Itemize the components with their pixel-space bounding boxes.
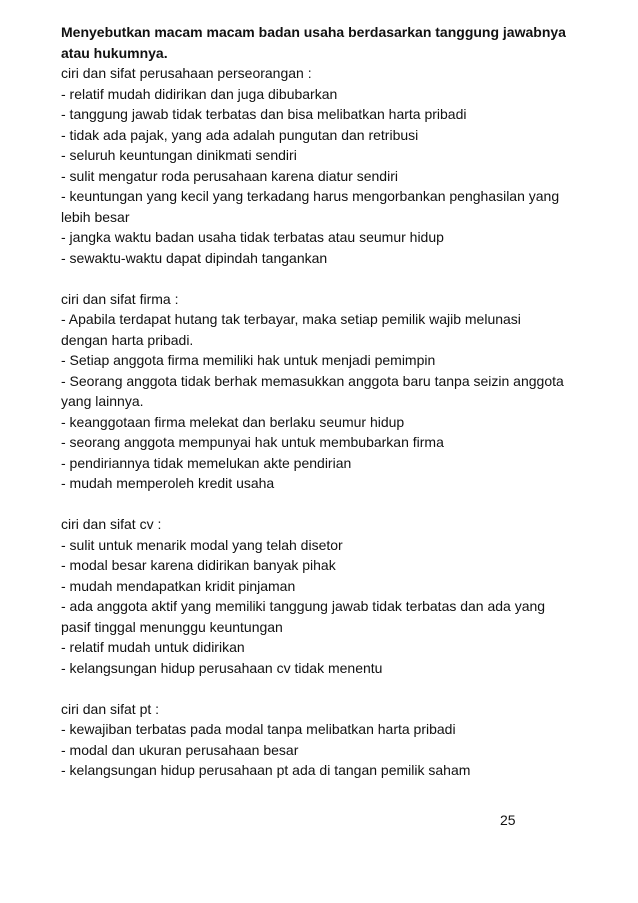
list-item: - kelangsungan hidup perusahaan cv tidak menentu [61, 659, 383, 676]
list-item: - sulit mengatur roda perusahaan karena diatur sendiri [61, 167, 398, 184]
list-item: - Apabila terdapat hutang tak terbayar, maka setiap pemilik wajib melunasi [61, 311, 521, 327]
heading-line: Menyebutkan macam macam badan usaha berdasarkan tanggung jawabnya [61, 24, 566, 40]
paragraph-gap [61, 494, 611, 515]
section-title: ciri dan sifat firma : [61, 290, 179, 307]
list-item: - modal besar karena didirikan banyak pihak [61, 557, 336, 573]
list-item: - relatif mudah untuk didirikan [61, 639, 245, 655]
list-item: - seorang anggota mempunyai hak untuk membubarkan firma [61, 434, 444, 450]
list-item: - jangka waktu badan usaha tidak terbatas atau seumur hidup [61, 229, 444, 245]
list-item: - keuntungan yang kecil yang terkadang harus mengorbankan penghasilan yang [61, 188, 560, 204]
section-title: ciri dan sifat cv : [61, 516, 162, 532]
list-item: - seluruh keuntungan dinikmati sendiri [61, 147, 297, 163]
paragraph-gap [61, 678, 611, 699]
list-item: - mudah mendapatkan kridit pinjaman [61, 577, 296, 594]
list-item: - Seorang anggota tidak berhak memasukkan anggota baru tanpa seizin anggota [61, 372, 564, 389]
list-item: - Setiap anggota firma memiliki hak untuk menjadi pemimpin [61, 352, 436, 368]
section-perseorangan [61, 63, 611, 268]
list-item: - pendiriannya tidak memelukan akte pendirian [61, 454, 352, 471]
list-item: - kelangsungan hidup perusahaan pt ada di tangan pemilik saham [61, 762, 471, 778]
section-title: ciri dan sifat pt : [61, 700, 160, 717]
list-item: - kewajiban terbatas pada modal tanpa melibatkan harta pribadi [61, 721, 456, 737]
section-cv [61, 514, 611, 678]
page-number: 25 [500, 812, 516, 828]
list-item-continuation: lebih besar [61, 208, 130, 225]
list-item: - mudah memperoleh kredit usaha [61, 475, 275, 491]
list-item: - modal dan ukuran perusahaan besar [61, 741, 299, 758]
list-item-continuation: pasif tinggal menunggu keuntungan [61, 618, 283, 635]
list-item-continuation: dengan harta pribadi. [61, 331, 194, 348]
list-item: - tidak ada pajak, yang ada adalah pungutan dan retribusi [61, 126, 419, 143]
list-item: - tanggung jawab tidak terbatas dan bisa melibatkan harta pribadi [61, 106, 467, 122]
list-item: - sewaktu-waktu dapat dipindah tangankan [61, 249, 328, 266]
heading-line: atau hukumnya. [61, 44, 168, 61]
list-item-continuation: yang lainnya. [61, 393, 144, 409]
list-item: - relatif mudah didirikan dan juga dibubarkan [61, 85, 338, 102]
list-item: - ada anggota aktif yang memiliki tanggung jawab tidak terbatas dan ada yang [61, 598, 546, 614]
section-firma [61, 289, 611, 494]
paragraph-gap [61, 268, 611, 289]
section-pt [61, 699, 611, 781]
heading [61, 22, 611, 63]
list-item: - sulit untuk menarik modal yang telah disetor [61, 536, 343, 553]
page-content [61, 22, 611, 781]
section-title: ciri dan sifat perusahaan perseorangan : [61, 65, 312, 81]
list-item: - keanggotaan firma melekat dan berlaku seumur hidup [61, 413, 405, 430]
